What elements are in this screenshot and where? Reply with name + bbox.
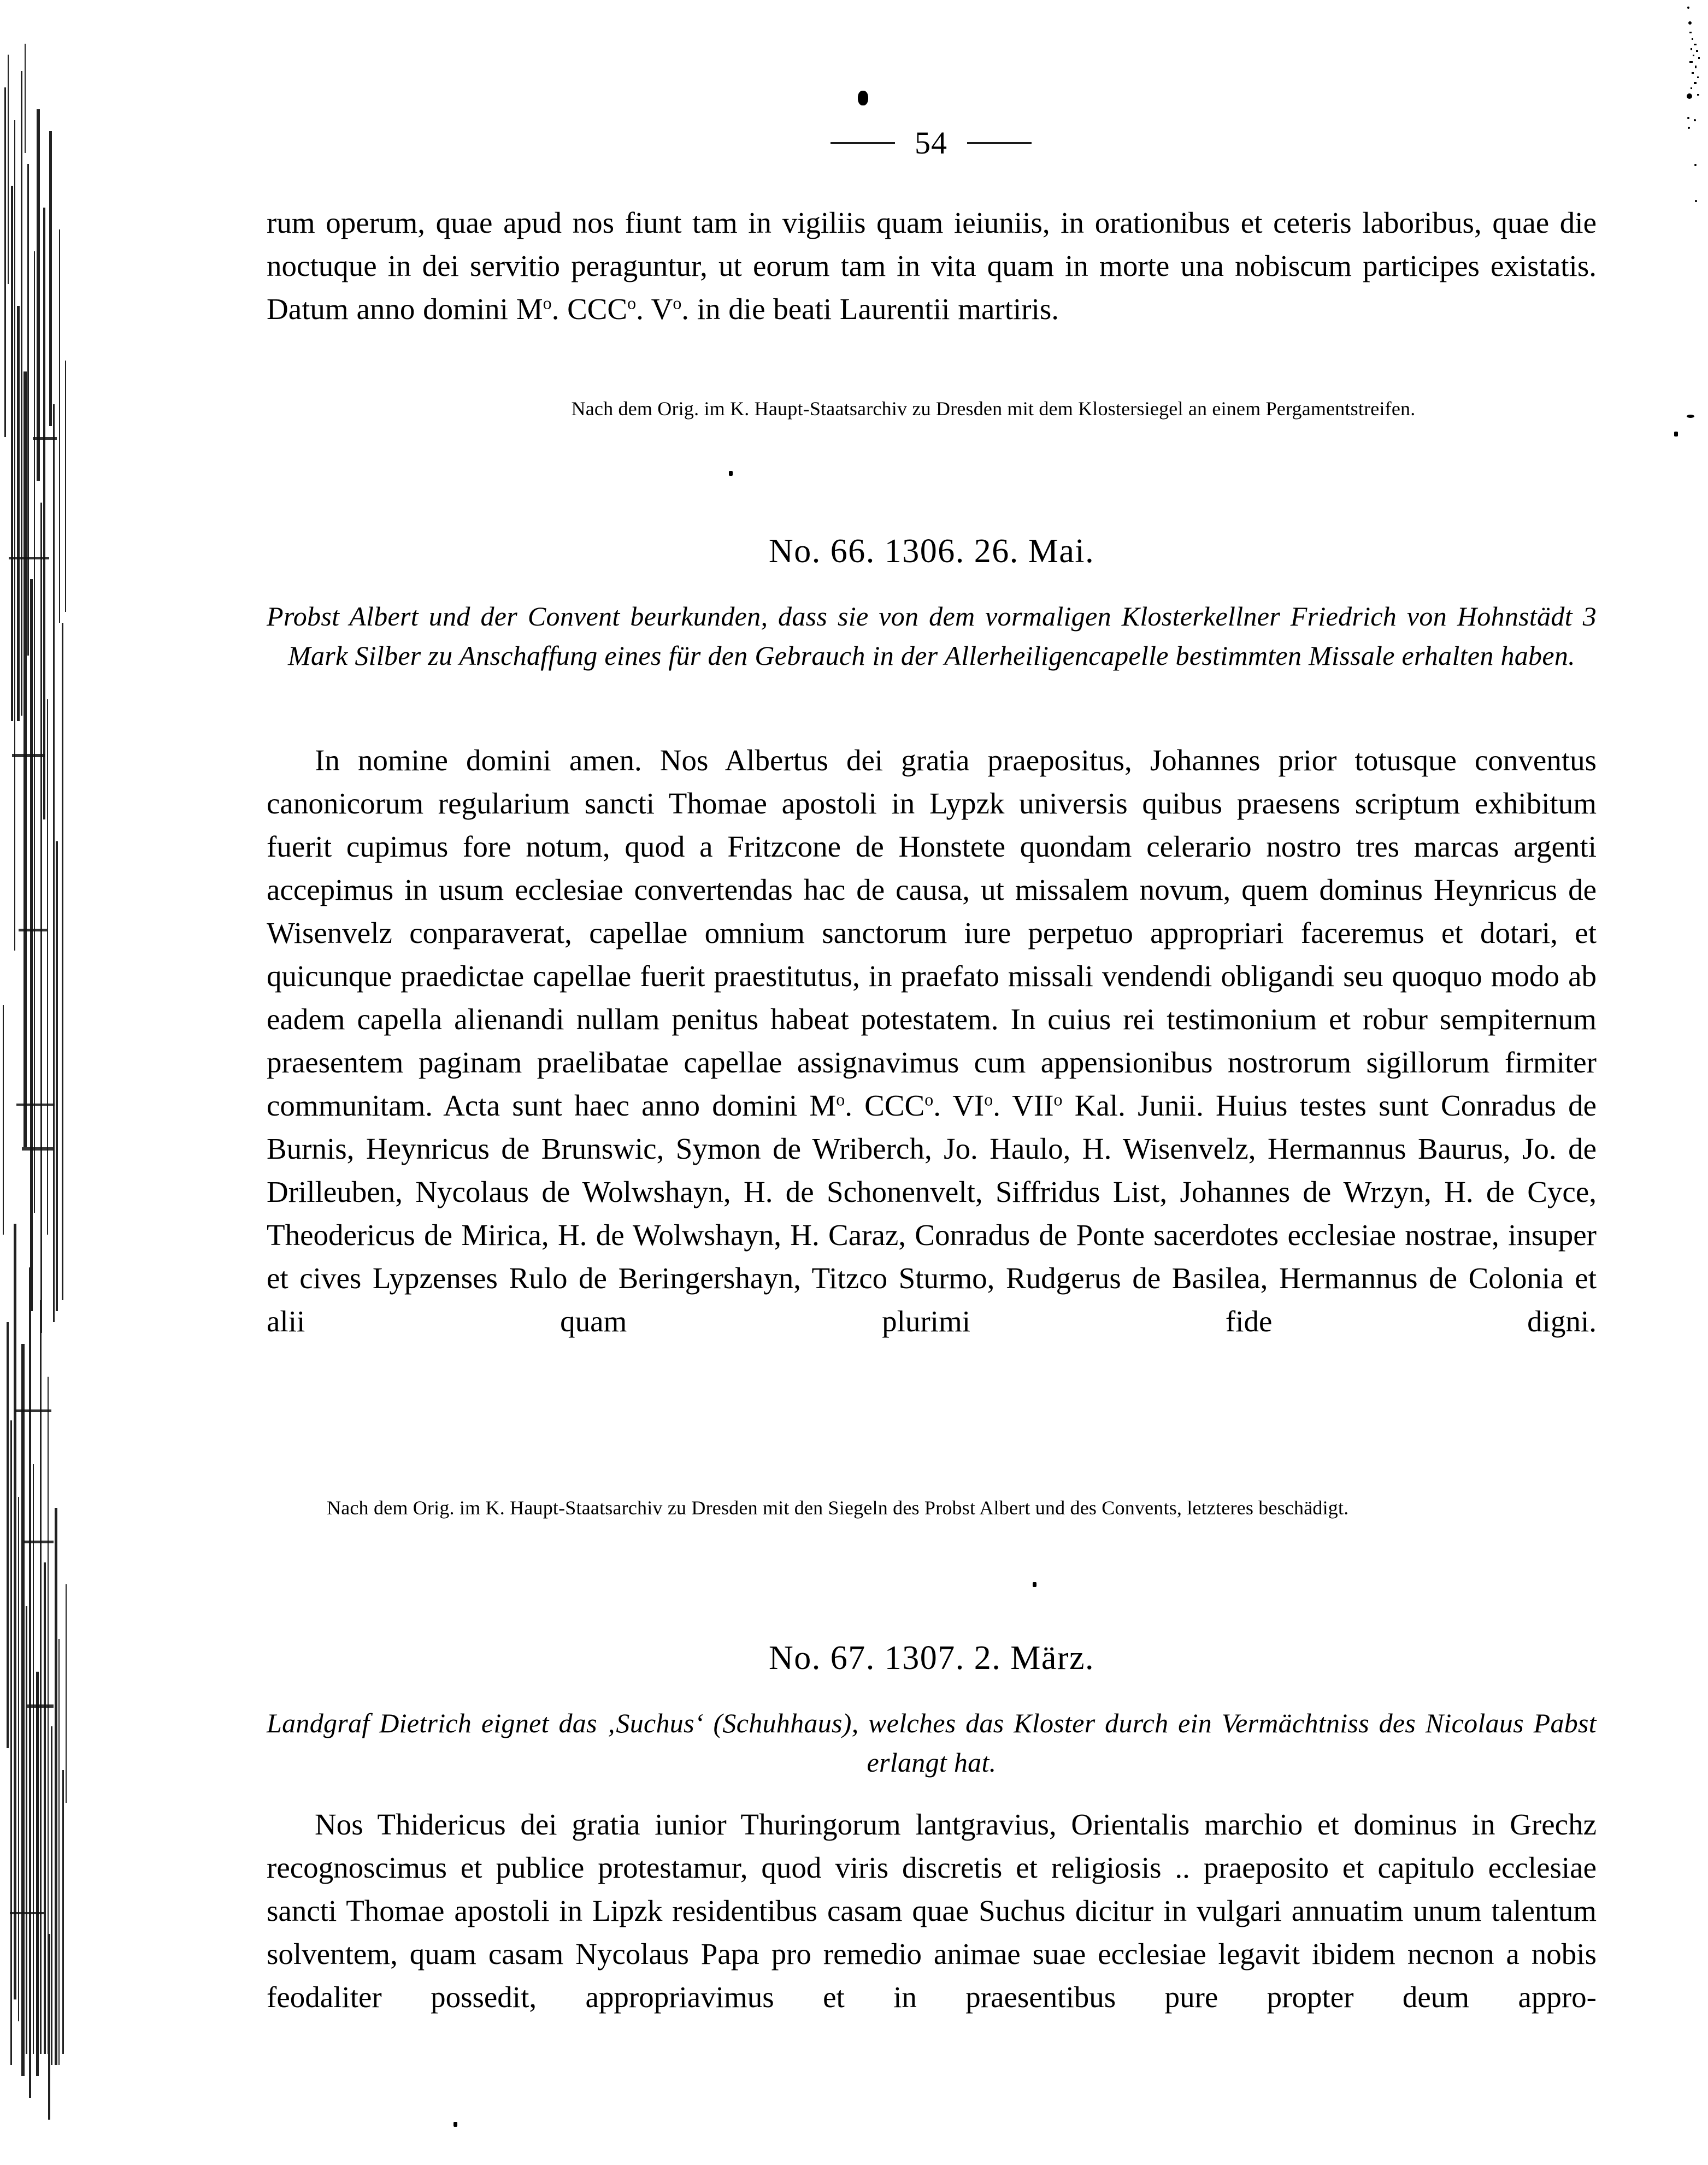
header-rule-right: [967, 142, 1032, 144]
page-number: 54: [915, 125, 947, 161]
source-note-66-value: Nach dem Orig. im K. Haupt-Staatsarchiv zu Dresden mit den Siegeln des Probst Albert und des Convents, letzteres beschädigt.: [327, 1497, 1349, 1519]
document-body-66-text: In nomine domini amen. Nos Albertus dei gratia praepositus, Johannes prior totusque conventus canonicorum regularium sancti Thomae apostoli in Lypzk universis quibus praesens scriptum exhibitum fuerit cupimus fore notum, quod a Fritzcone de Honstete quondam celerario nostro tres marcas argenti accepimus in usum ecclesiae convertendas hac de causa, ut missalem novum, quem dominus Heynricus de Wisenvelz conparaverat, capellae omnium sanctorum iure perpetuo appropriari faceremus et dotari, et quicunque praedictae capellae fuerit praestitutus, in praefato missali vendendi obligandi seu quoquo modo ab eadem capella alienandi nullam penitus habeat potestatem. In cuius rei testimonium et robur sempiternum praesentem paginam praelibatae capellae assignavimus cum appensionibus nostrorum sigillorum firmiter communitam. Acta sunt haec anno domini $M^o$. CCC$^o$. $VI^o$. VII$^o$ Kal. Junii. Huius testes sunt Conradus de Burnis, Heynricus de Brunswic, Symon de Wriberch, Jo. Haulo, H. Wisenvelz, Hermannus Baurus, Jo. de Drilleuben, Nycolaus de Wolwshayn, H. de Schonenvelt, Siffridus List, Johannes de Wrzyn, H. de Cyce, Theodericus de Mirica, H. de Wolwshayn, H. Caraz, Conradus de Ponte sacerdotes ecclesiae nostrae, insuper et cives Lypzenses Rulo de Beringershayn, Titzco Sturmo, Rudgerus de Basilea, Hermannus de Colonia et alii quam plurimi fide digni.: [267, 744, 1597, 1338]
document-body-text: [267, 739, 1597, 1343]
document-body-text: [267, 1803, 1597, 2019]
scan-speckle-artifacts: [1650, 0, 1708, 437]
document-heading-66: [267, 532, 1597, 571]
header-rule-left: [831, 142, 895, 144]
document-body-67-text: Nos Thidericus dei gratia iunior Thuringorum lantgravius, Orientalis marchio et dominus in Grechz recognoscimus et publice protestamur, quod viris discretis et religiosis .. praeposito et capitulo ecclesiae sancti Thomae apostoli in Lipzk residentibus casam quae Suchus dicitur in vulgari annuatim unum talentum solventem, quam casam Nycolaus Papa pro remedio animae suae ecclesiae legavit ibidem necnon a nobis feodaliter possedit, appropriavimus et in praesentibus pure propter deum appro-: [267, 1808, 1597, 2014]
scan-gutter-noise: [0, 22, 72, 2142]
document-body-67: [267, 1803, 1597, 2019]
document-body-66: [267, 739, 1597, 1343]
document-regest-66: [267, 597, 1597, 675]
speck-below-source-66: [1033, 1582, 1036, 1587]
page-header: [267, 125, 1595, 161]
document-heading-text: No. 66. 1306. 26. Mai.: [768, 533, 1095, 570]
continued-paragraph-block: [267, 201, 1597, 331]
document-heading-text: No. 67. 1307. 2. März.: [768, 1639, 1095, 1677]
speck-between-sections: [729, 471, 733, 476]
document-regest-67: [267, 1703, 1597, 1782]
speck-right-margin: [1674, 432, 1678, 436]
continued-paragraph-text: rum operum, quae apud nos fiunt tam in vigiliis quam ieiuniis, in orationibus et ceteris laboribus, quae die noctuque in dei servitio peraguntur, ut eorum tam in vita quam in morte una nobiscum participes existatis. Datum anno domini $M^o$. CCC$^o$. $V^o$. in die beati Laurentii martiris.: [267, 206, 1597, 326]
regest-text: Landgraf Dietrich eignet das ‚Suchus‘ (Schuhhaus), welches das Kloster durch ein Vermächtniss des Nicolaus Pabst erlangt hat.: [267, 1708, 1597, 1778]
speck-bottom-left: [453, 2122, 457, 2127]
document-heading-67: [267, 1639, 1597, 1678]
source-note-block-previous: [382, 392, 1604, 425]
ink-blot-above-page-number: [858, 91, 868, 105]
source-note-66-text: [267, 1491, 1604, 1524]
source-note-block-66: [267, 1491, 1604, 1524]
source-note-text: Nach dem Orig. im K. Haupt-Staatsarchiv zu Dresden mit dem Klostersiegel an einem Pergamentstreifen.: [571, 398, 1416, 420]
regest-text: Probst Albert und der Convent beurkunden, dass sie von dem vormaligen Klosterkellner Friedrich von Hohnstädt 3 Mark Silber zu Anschaffung eines für den Gebrauch in der Allerheiligencapelle bestimmten Missale erhalten haben.: [267, 601, 1597, 671]
